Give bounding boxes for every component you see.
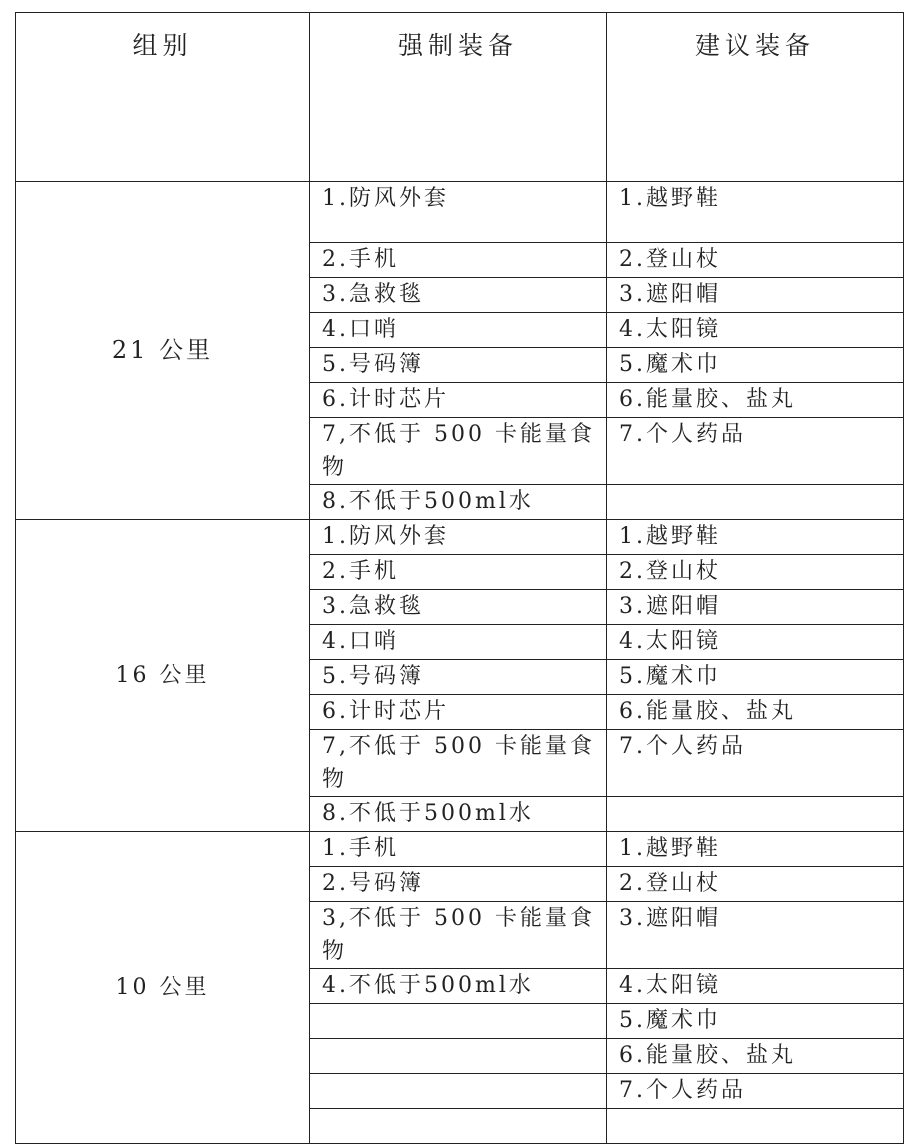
mandatory-cell xyxy=(310,1074,607,1109)
suggested-cell xyxy=(607,797,904,832)
mandatory-cell xyxy=(310,1109,607,1144)
mandatory-cell: 3.急救毯 xyxy=(310,278,607,313)
suggested-cell: 1.越野鞋 xyxy=(607,182,904,243)
header-suggested: 建议装备 xyxy=(607,13,904,182)
suggested-cell: 3.遮阳帽 xyxy=(607,278,904,313)
mandatory-cell: 8.不低于500ml水 xyxy=(310,485,607,520)
mandatory-cell: 3,不低于 500 卡能量食物 xyxy=(310,902,607,969)
equipment-table xyxy=(15,12,904,1144)
mandatory-cell: 4.口哨 xyxy=(310,625,607,660)
mandatory-cell: 2.手机 xyxy=(310,555,607,590)
group-label: 21 公里 xyxy=(16,182,310,520)
header-mandatory: 强制装备 xyxy=(310,13,607,182)
table-row xyxy=(16,832,904,867)
suggested-cell: 1.越野鞋 xyxy=(607,832,904,867)
table-row xyxy=(16,182,904,243)
mandatory-cell: 7,不低于 500 卡能量食物 xyxy=(310,730,607,797)
suggested-cell: 7.个人药品 xyxy=(607,1074,904,1109)
suggested-cell: 7.个人药品 xyxy=(607,730,904,797)
suggested-cell: 5.魔术巾 xyxy=(607,1004,904,1039)
suggested-cell: 4.太阳镜 xyxy=(607,969,904,1004)
suggested-cell: 6.能量胶、盐丸 xyxy=(607,383,904,418)
mandatory-cell xyxy=(310,1039,607,1074)
header-group: 组别 xyxy=(16,13,310,182)
suggested-cell: 3.遮阳帽 xyxy=(607,902,904,969)
mandatory-cell: 7,不低于 500 卡能量食物 xyxy=(310,418,607,485)
mandatory-cell: 4.不低于500ml水 xyxy=(310,969,607,1004)
suggested-cell: 6.能量胶、盐丸 xyxy=(607,1039,904,1074)
suggested-cell: 2.登山杖 xyxy=(607,867,904,902)
suggested-cell: 3.遮阳帽 xyxy=(607,590,904,625)
mandatory-cell: 5.号码簿 xyxy=(310,348,607,383)
suggested-cell: 2.登山杖 xyxy=(607,243,904,278)
suggested-cell: 1.越野鞋 xyxy=(607,520,904,555)
suggested-cell xyxy=(607,485,904,520)
mandatory-cell: 1.手机 xyxy=(310,832,607,867)
mandatory-cell: 1.防风外套 xyxy=(310,520,607,555)
mandatory-cell: 1.防风外套 xyxy=(310,182,607,243)
mandatory-cell: 8.不低于500ml水 xyxy=(310,797,607,832)
suggested-cell: 6.能量胶、盐丸 xyxy=(607,695,904,730)
suggested-cell: 5.魔术巾 xyxy=(607,660,904,695)
mandatory-cell: 6.计时芯片 xyxy=(310,695,607,730)
suggested-cell: 4.太阳镜 xyxy=(607,313,904,348)
mandatory-cell: 6.计时芯片 xyxy=(310,383,607,418)
suggested-cell: 2.登山杖 xyxy=(607,555,904,590)
mandatory-cell xyxy=(310,1004,607,1039)
mandatory-cell: 4.口哨 xyxy=(310,313,607,348)
mandatory-cell: 2.手机 xyxy=(310,243,607,278)
mandatory-cell: 3.急救毯 xyxy=(310,590,607,625)
header-row xyxy=(16,13,904,182)
mandatory-cell: 5.号码簿 xyxy=(310,660,607,695)
table-row xyxy=(16,520,904,555)
group-label: 10 公里 xyxy=(16,832,310,1144)
suggested-cell xyxy=(607,1109,904,1144)
suggested-cell: 7.个人药品 xyxy=(607,418,904,485)
suggested-cell: 4.太阳镜 xyxy=(607,625,904,660)
group-label: 16 公里 xyxy=(16,520,310,832)
mandatory-cell: 2.号码簿 xyxy=(310,867,607,902)
suggested-cell: 5.魔术巾 xyxy=(607,348,904,383)
